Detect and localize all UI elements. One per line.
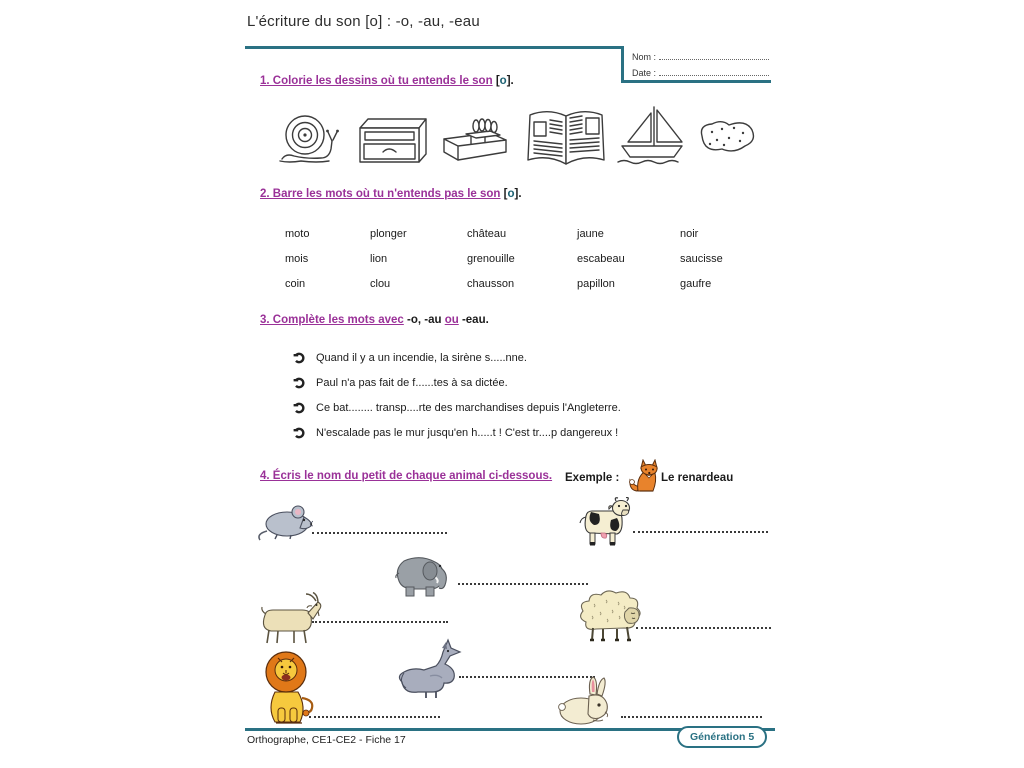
word-item: coin [285,277,306,290]
heading-text: o [499,75,507,87]
lion-illustration [262,650,316,726]
snail-illustration [277,110,343,166]
nom-label: Nom : [632,52,657,62]
word-item: saucisse [680,252,723,265]
goat-icon [252,592,324,645]
sentence-item [293,370,763,395]
rabbit-illustration [555,676,615,726]
goat-illustration [252,592,324,645]
heading-text: -o, -au [403,314,445,326]
rabbit-icon [555,676,615,726]
goat-answer-line [312,621,448,623]
word-item: moto [285,227,310,240]
heading-text: ou [444,314,459,326]
sheep-illustration [574,586,644,643]
date-label: Date : [632,68,657,78]
arrow-bullet-icon [293,377,305,389]
heading-text: ]. [514,188,522,200]
name-date-box [621,46,771,83]
word-item: clou [370,277,391,290]
elephant-icon [392,547,450,597]
heading-text: [ [500,188,508,200]
cow-illustration [577,497,633,548]
generation5-badge: Génération 5 [677,726,767,748]
lion-icon [262,650,316,726]
word-item: plonger [370,227,407,240]
package-icon [438,112,512,164]
example-answer: Le renardeau [661,472,734,484]
date-answer-line [659,67,769,76]
word-item: chausson [467,277,515,290]
sentence-text: Ce bat........ transp....rte des marchandises depuis l'Angleterre. [316,401,621,414]
mouse-icon [255,502,313,542]
drawer-chest-icon [352,116,428,168]
rabbit-answer-line [621,716,762,718]
word-item: noir [680,227,699,240]
sailboat-icon [616,104,688,166]
heading-text: 4. Écris le nom du petit de chaque animal ci-dessous. [260,470,553,482]
nom-answer-line [659,51,769,60]
drawer-chest-illustration [352,116,428,168]
footer-text: Orthographe, CE1-CE2 - Fiche 17 [247,734,406,746]
exercise-2-heading [260,188,522,200]
example-label: Exemple : [565,472,620,484]
word-item: lion [370,252,388,265]
heading-text: o [507,188,515,200]
fox-icon [627,459,659,493]
word-item: papillon [577,277,615,290]
sponge-illustration [696,116,758,160]
arrow-bullet-icon [293,427,305,439]
heading-text: [ [492,75,500,87]
date-row [632,65,769,78]
elephant-illustration [392,547,450,597]
exercise-3-heading [260,314,489,326]
sentence-list [293,345,763,445]
wolf-illustration [396,636,470,700]
exercise-4-heading [260,470,552,482]
word-item: grenouille [467,252,515,265]
word-item: gaufre [680,277,712,290]
arrow-bullet-icon [293,352,305,364]
sailboat-illustration [616,104,688,166]
sheep-answer-line [636,627,771,629]
sentence-text: Paul n'a pas fait de f......tes à sa dictée. [316,376,508,389]
newspaper-illustration [522,106,610,170]
sentence-text: N'escalade pas le mur jusqu'en h.....t ! C'est tr....p dangereux ! [316,426,619,439]
page-title: L'écriture du son [o] : -o, -au, -eau [247,13,480,30]
snail-icon [277,110,343,166]
name-row [632,49,769,62]
wolf-icon [396,636,470,700]
word-item: château [467,227,507,240]
sentence-item [293,345,763,370]
heading-text: 2. Barre les mots où tu n'entends pas le son [260,188,501,200]
elephant-answer-line [458,583,588,585]
sheep-icon [574,586,644,643]
fox-illustration [627,459,659,493]
sentence-text: Quand il y a un incendie, la sirène s.....nne. [316,351,527,364]
lion-answer-line [309,716,440,718]
cow-answer-line [633,531,768,533]
mouse-answer-line [312,532,447,534]
heading-text: ]. [506,75,514,87]
heading-text: 3. Complète les mots avec [260,314,404,326]
heading-text: -eau. [458,314,489,326]
exercise-1-heading [260,75,514,87]
sponge-icon [696,116,758,160]
word-item: escabeau [577,252,625,265]
cow-icon [577,497,633,548]
word-item: mois [285,252,309,265]
sentence-item [293,420,763,445]
arrow-bullet-icon [293,402,305,414]
heading-text: 1. Colorie les dessins où tu entends le son [260,75,493,87]
package-illustration [438,112,512,164]
mouse-illustration [255,502,313,542]
word-item: jaune [577,227,604,240]
sentence-item [293,395,763,420]
word-grid [285,221,760,296]
top-divider [245,46,621,49]
newspaper-icon [522,106,610,170]
